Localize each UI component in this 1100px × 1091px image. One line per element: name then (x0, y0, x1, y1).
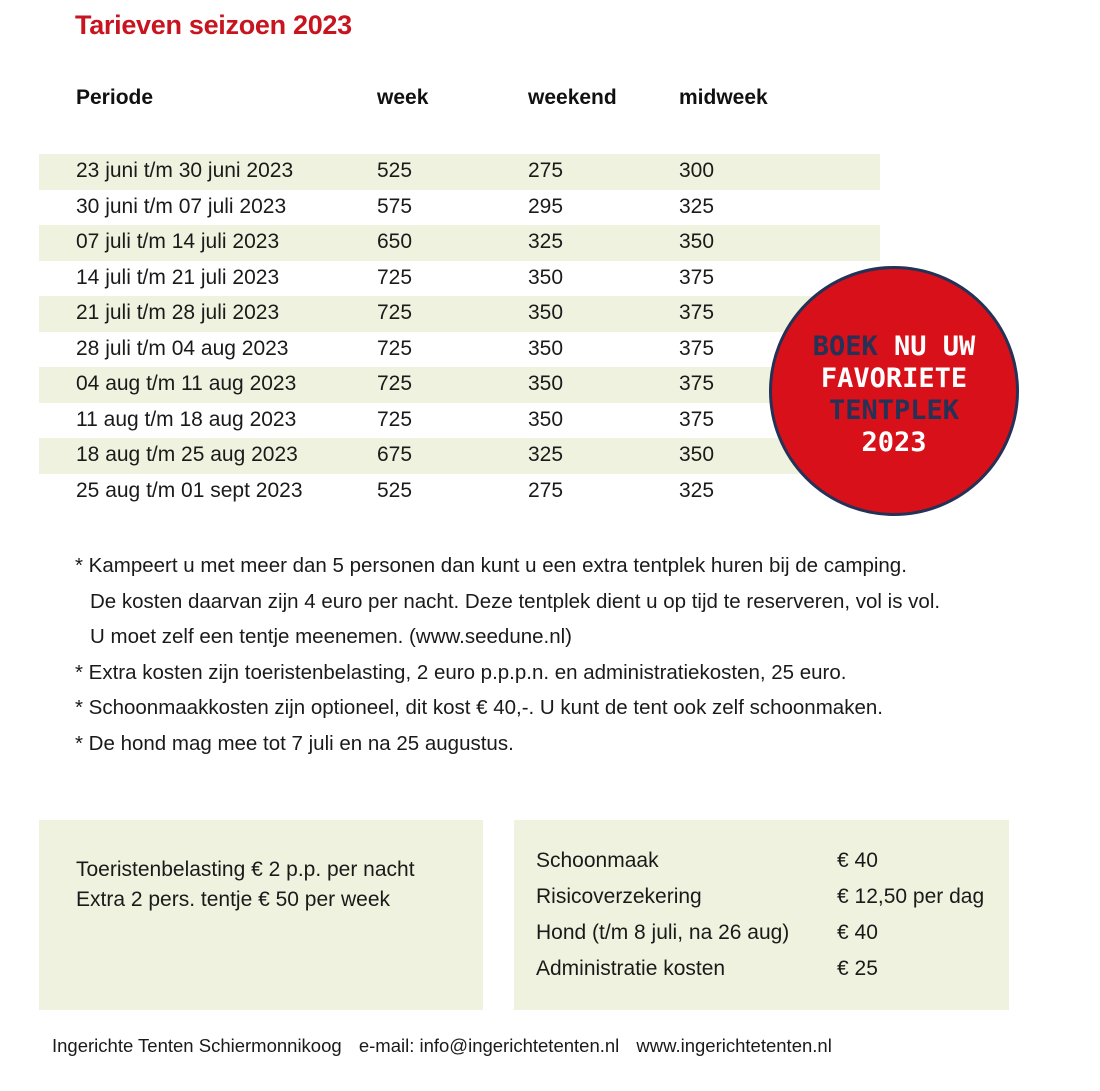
cell-week: 575 (377, 194, 413, 218)
tax-info-box (39, 820, 483, 1010)
table-row (39, 296, 880, 332)
header-weekend: weekend (528, 86, 617, 109)
cell-midweek: 375 (679, 336, 715, 360)
table-row (39, 261, 880, 297)
table-row (39, 474, 880, 510)
cell-weekend: 350 (528, 372, 564, 395)
badge-line-tentplek: TENTPLEK (828, 395, 960, 426)
cell-midweek: 375 (679, 372, 715, 395)
page-title: Tarieven seizoen 2023 (75, 10, 352, 40)
rates-table (39, 154, 880, 509)
cell-weekend: 295 (528, 194, 564, 218)
cell-weekend: 275 (528, 478, 564, 502)
table-row (39, 403, 880, 439)
cell-week: 725 (377, 336, 413, 360)
note-item: * De hond mag mee tot 7 juli en na 25 augustus. (75, 731, 514, 755)
cell-week: 725 (377, 265, 413, 289)
cost-value: € 40 (837, 849, 878, 872)
note-item: U moet zelf een tentje meenemen. (www.seedune.nl) (90, 625, 573, 648)
note-item: * Kampeert u met meer dan 5 personen dan kunt u een extra tentplek huren bij de camping. (75, 554, 907, 577)
notes-list (75, 548, 1085, 761)
cell-midweek: 350 (679, 443, 715, 466)
cell-periode: 11 aug t/m 18 aug 2023 (76, 407, 297, 431)
tent-line: Extra 2 pers. tentje € 50 per week (76, 888, 391, 911)
extra-costs-box (514, 820, 1009, 1010)
cell-weekend: 350 (528, 336, 564, 360)
table-header (0, 86, 900, 116)
cell-periode: 30 juni t/m 07 juli 2023 (76, 194, 287, 218)
badge-word-boek: BOEK (812, 331, 878, 362)
cost-label: Schoonmaak (536, 849, 659, 872)
table-row (39, 367, 880, 403)
table-row (39, 438, 880, 474)
table-row (39, 190, 880, 226)
cell-periode: 04 aug t/m 11 aug 2023 (76, 372, 297, 395)
header-periode: Periode (76, 86, 154, 109)
cost-label: Administratie kosten (536, 957, 726, 980)
booking-badge (769, 266, 1019, 516)
header-midweek: midweek (679, 86, 768, 109)
cell-weekend: 350 (528, 407, 564, 431)
badge-line-favoriete: FAVORIETE (820, 363, 968, 394)
cell-periode: 14 juli t/m 21 juli 2023 (76, 265, 280, 289)
cell-weekend: 325 (528, 230, 564, 253)
cell-periode: 23 juni t/m 30 juni 2023 (76, 159, 294, 182)
cell-week: 525 (377, 159, 413, 182)
cell-midweek: 300 (679, 159, 715, 182)
cell-week: 725 (377, 301, 413, 324)
cell-week: 650 (377, 230, 413, 253)
header-week: week (377, 86, 429, 109)
cell-midweek: 375 (679, 265, 715, 289)
badge-text (772, 331, 1016, 459)
cost-value: € 25 (837, 957, 878, 980)
cell-weekend: 350 (528, 301, 564, 324)
cost-value: € 12,50 per dag (837, 885, 985, 908)
cell-periode: 18 aug t/m 25 aug 2023 (76, 443, 298, 466)
cell-weekend: 325 (528, 443, 564, 466)
cell-periode: 28 juli t/m 04 aug 2023 (76, 336, 289, 360)
cell-periode: 25 aug t/m 01 sept 2023 (76, 478, 303, 502)
footer-website[interactable]: www.ingerichtetenten.nl (636, 1035, 832, 1056)
badge-line-year: 2023 (861, 427, 927, 458)
footer-company: Ingerichte Tenten Schiermonnikoog (52, 1035, 342, 1056)
cell-periode: 21 juli t/m 28 juli 2023 (76, 301, 280, 324)
cell-weekend: 350 (528, 265, 564, 289)
footer-email[interactable]: e-mail: info@ingerichtetenten.nl (358, 1035, 620, 1056)
cost-label: Hond (t/m 8 juli, na 26 aug) (536, 921, 790, 944)
cell-week: 725 (377, 407, 413, 431)
note-item: De kosten daarvan zijn 4 euro per nacht. Deze tentplek dient u op tijd te reserveren, vol is vol. (90, 589, 941, 613)
cell-week: 675 (377, 443, 413, 466)
cell-midweek: 375 (679, 407, 715, 431)
cell-week: 525 (377, 478, 413, 502)
cell-weekend: 275 (528, 159, 564, 182)
table-row (39, 154, 880, 190)
cell-midweek: 375 (679, 301, 715, 324)
cell-midweek: 350 (679, 230, 715, 253)
cell-periode: 07 juli t/m 14 juli 2023 (76, 230, 280, 253)
cost-label: Risicoverzekering (536, 885, 702, 908)
cell-week: 725 (377, 372, 413, 395)
footer (52, 1035, 844, 1057)
badge-word-nu-uw: NU UW (877, 331, 976, 362)
cell-midweek: 325 (679, 194, 715, 218)
cost-value: € 40 (837, 921, 878, 944)
note-item: * Schoonmaakkosten zijn optioneel, dit kost € 40,-. U kunt de tent ook zelf schoonmaken. (75, 696, 883, 719)
table-row (39, 225, 880, 261)
table-row (39, 332, 880, 368)
tax-line: Toeristenbelasting € 2 p.p. per nacht (76, 858, 415, 881)
note-item: * Extra kosten zijn toeristenbelasting, 2 euro p.p.p.n. en administratiekosten, 25 euro. (75, 660, 847, 684)
cell-midweek: 325 (679, 478, 715, 502)
